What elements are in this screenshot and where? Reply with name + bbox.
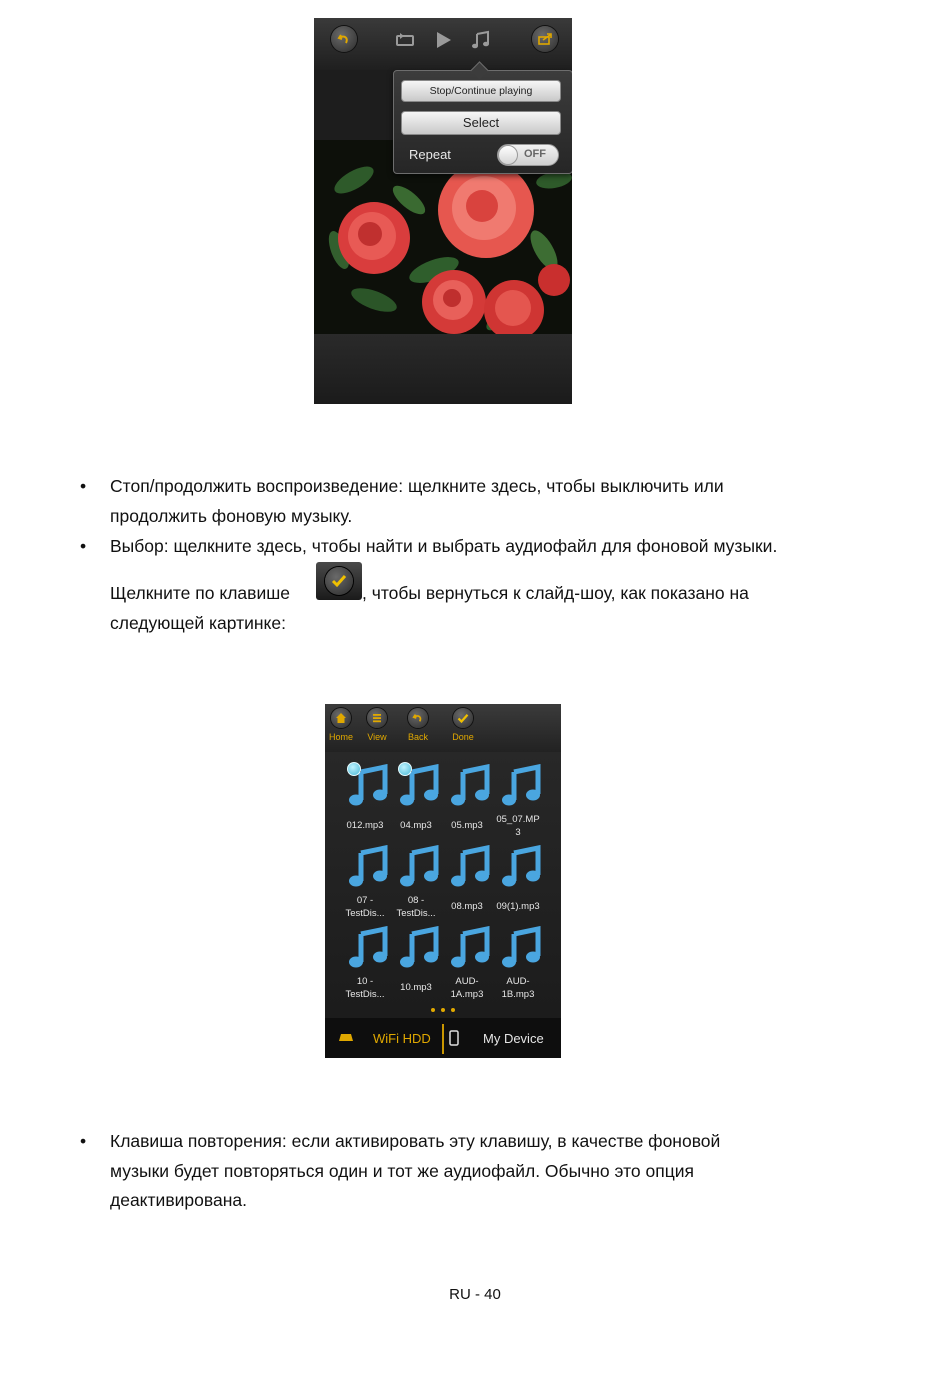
page-dot xyxy=(451,1008,455,1012)
file-item[interactable] xyxy=(492,841,544,921)
file-name: 012.mp3 xyxy=(346,820,384,831)
slideshow-toolbar xyxy=(314,18,572,70)
file-name: 10 - TestDis... xyxy=(345,976,385,1000)
bullet3-line1: Клавиша повторения: если активировать эту клавишу, в качестве фоновой xyxy=(110,1131,721,1151)
done-label: Done xyxy=(452,732,474,742)
wifi-hdd-tab[interactable]: WiFi HDD xyxy=(373,1031,431,1046)
music-button[interactable] xyxy=(470,30,492,50)
music-note-icon xyxy=(502,845,542,889)
file-name: 07 - TestDis... xyxy=(345,895,385,919)
slideshow-music-screenshot xyxy=(314,18,572,404)
music-note-icon xyxy=(400,845,440,889)
bullet1-line2: продолжить фоновую музыку. xyxy=(110,506,353,526)
file-item[interactable] xyxy=(390,922,442,1002)
music-note-icon xyxy=(349,926,389,970)
back-icon xyxy=(337,32,351,46)
view-label: View xyxy=(367,732,387,742)
file-name: 10.mp3 xyxy=(400,982,432,993)
file-item[interactable] xyxy=(339,841,391,921)
back-button[interactable] xyxy=(331,26,357,52)
back-button[interactable] xyxy=(400,708,436,742)
share-button[interactable] xyxy=(532,26,558,52)
toggle-knob xyxy=(498,145,518,165)
file-item[interactable] xyxy=(492,760,544,840)
file-item[interactable] xyxy=(390,841,442,921)
share-icon xyxy=(538,33,552,45)
music-note-icon xyxy=(471,30,491,50)
hdd-icon xyxy=(339,1033,353,1043)
tab-divider xyxy=(442,1024,444,1054)
bullet3-line3: деактивирована. xyxy=(110,1190,247,1210)
back-icon xyxy=(412,712,424,724)
phone-icon xyxy=(449,1030,459,1046)
file-item[interactable] xyxy=(441,760,493,840)
selected-check-icon xyxy=(398,762,412,776)
done-button[interactable] xyxy=(445,708,481,742)
back-label: Back xyxy=(407,732,428,742)
file-item[interactable] xyxy=(441,841,493,921)
bullet-dot: • xyxy=(80,476,87,496)
stage-bottom xyxy=(314,334,572,404)
file-item[interactable] xyxy=(339,760,391,840)
home-button[interactable] xyxy=(325,708,359,742)
repeat-button[interactable] xyxy=(394,30,416,50)
file-item[interactable] xyxy=(339,922,391,1002)
repeat-state: OFF xyxy=(524,148,546,160)
done-key-image xyxy=(316,562,362,600)
music-note-icon xyxy=(451,764,491,808)
music-options-popup xyxy=(393,70,572,174)
bullet2-line3: следующей картинке: xyxy=(110,613,286,633)
file-name: 04.mp3 xyxy=(400,820,432,831)
list-icon xyxy=(371,712,383,724)
music-note-icon xyxy=(451,845,491,889)
music-note-icon xyxy=(349,845,389,889)
repeat-toggle[interactable] xyxy=(497,144,559,166)
play-icon xyxy=(434,31,452,49)
file-name: 05.mp3 xyxy=(451,820,483,831)
page-dot xyxy=(441,1008,445,1012)
bullet2-line2b: , чтобы вернуться к слайд-шоу, как показано на xyxy=(362,583,749,603)
file-name: AUD- 1A.mp3 xyxy=(450,976,484,1000)
my-device-tab[interactable]: My Device xyxy=(483,1031,544,1046)
file-item[interactable] xyxy=(390,760,442,840)
view-button[interactable] xyxy=(359,708,395,742)
file-name: 08.mp3 xyxy=(451,901,483,912)
bullet-dot: • xyxy=(80,1131,87,1151)
repeat-icon xyxy=(395,32,415,48)
selected-check-icon xyxy=(347,762,361,776)
bullet2-line1: Выбор: щелкните здесь, чтобы найти и выбрать аудиофайл для фоновой музыки. xyxy=(110,536,778,556)
browser-toolbar xyxy=(325,704,561,752)
select-button[interactable]: Select xyxy=(401,111,561,135)
file-name: 08 - TestDis... xyxy=(396,895,436,919)
home-icon xyxy=(335,712,347,724)
file-browser-screenshot xyxy=(325,704,561,1058)
page-number: RU - 40 xyxy=(449,1286,501,1303)
page-indicator xyxy=(425,1008,461,1014)
home-label: Home xyxy=(328,732,353,742)
page-dot xyxy=(431,1008,435,1012)
file-item[interactable] xyxy=(441,922,493,1002)
file-item[interactable] xyxy=(492,922,544,1002)
storage-switcher xyxy=(325,1018,561,1058)
bullet2-line2a: Щелкните по клавише xyxy=(110,583,290,603)
file-name: 05_07.MP 3 xyxy=(496,814,540,838)
music-note-icon xyxy=(502,926,542,970)
check-icon xyxy=(331,574,347,588)
file-name: 09(1).mp3 xyxy=(496,901,540,912)
bullet-dot: • xyxy=(80,536,87,556)
repeat-label: Repeat xyxy=(409,147,451,162)
check-icon xyxy=(457,713,469,724)
music-note-icon xyxy=(451,926,491,970)
stop-continue-button[interactable]: Stop/Continue playing xyxy=(401,80,561,102)
file-name: AUD- 1B.mp3 xyxy=(501,976,535,1000)
music-note-icon xyxy=(400,926,440,970)
bullet3-line2: музыки будет повторяться один и тот же аудиофайл. Обычно это опция xyxy=(110,1161,694,1181)
bullet1-line1: Стоп/продолжить воспроизведение: щелкните здесь, чтобы выключить или xyxy=(110,476,724,496)
play-button[interactable] xyxy=(432,30,454,50)
music-note-icon xyxy=(502,764,542,808)
